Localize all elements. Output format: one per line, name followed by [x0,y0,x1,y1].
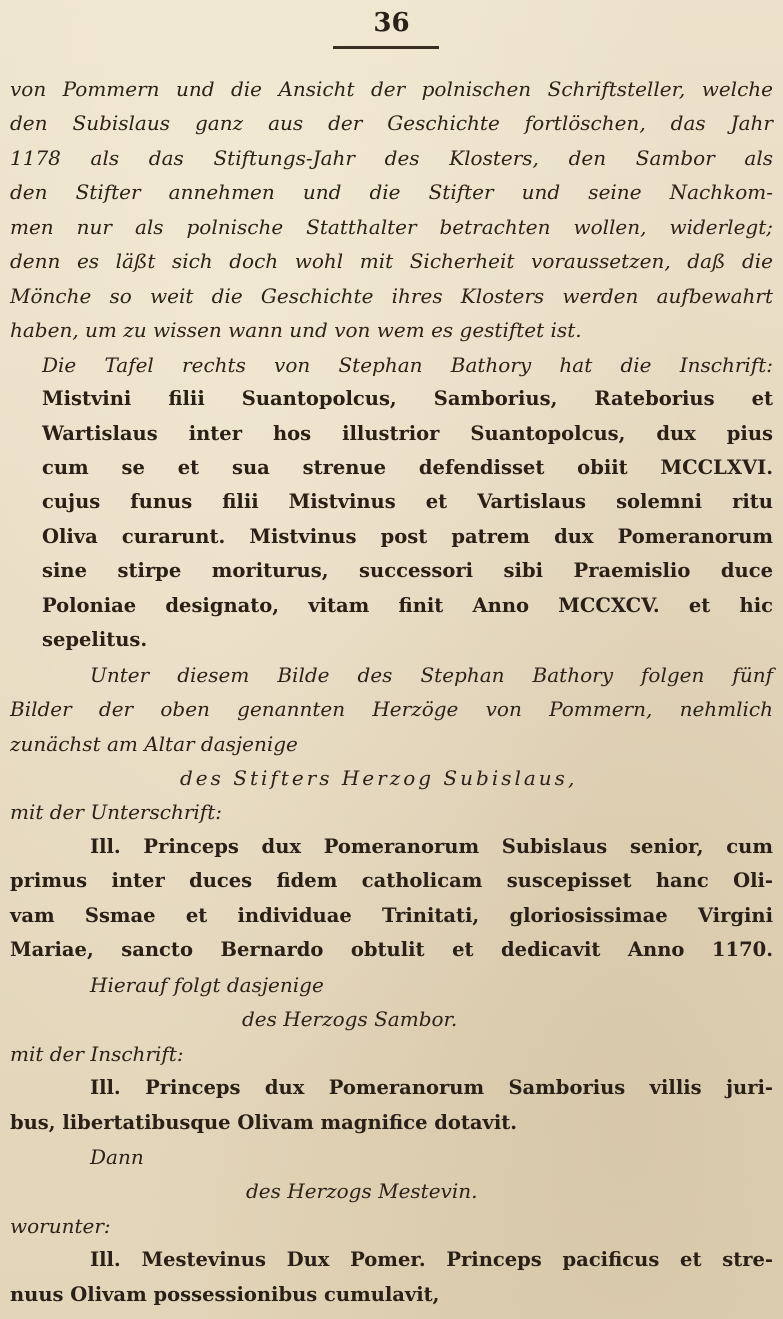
text-line: von Pommern und die Ansicht der polnischen Schriftsteller, welche [10,77,773,101]
text-line: men nur als polnische Statthalter betrachten wollen, widerlegt; [10,215,773,239]
latin-inscription-line: Mariae, sancto Bernardo obtulit et dedicavit Anno 1170. [10,938,773,961]
latin-inscription-line: Ill. Princeps dux Pomeranorum Samborius villis juri- [90,1076,773,1099]
text-line: Bilder der oben genannten Herzöge von Pommern, nehmlich [10,697,773,721]
latin-inscription-line: Wartislaus inter hos illustrior Suantopolcus, dux pius [42,422,773,445]
latin-inscription-line: Ill. Mestevinus Dux Pomer. Princeps pacificus et stre- [90,1248,773,1271]
page-number-rule [333,46,439,49]
latin-inscription-line: sine stirpe moriturus, successori sibi Praemislio duce [42,559,773,582]
text-line: Die Tafel rechts von Stephan Bathory hat die Inschrift: [42,353,773,377]
latin-inscription-line: primus inter duces fidem catholicam suscepisset hanc Oli- [10,869,773,892]
text-line: Mönche so weit die Geschichte ihres Klosters werden aufbewahrt [10,284,773,308]
latin-inscription-line: Poloniae designato, vitam finit Anno MCCXCV. et hic [42,594,773,617]
latin-inscription-line: cum se et sua strenue defendisset obiit MCCLXVI. [42,456,773,479]
text-line: den Stifter annehmen und die Stifter und seine Nachkom- [10,180,773,204]
latin-inscription-line: vam Ssmae et individuae Trinitati, gloriosissimae Virgini [10,904,773,927]
page-number: 36 [373,8,410,38]
latin-inscription-line: Oliva curarunt. Mistvinus post patrem dux Pomeranorum [42,525,773,548]
text-line: den Subislaus ganz aus der Geschichte fortlöschen, das Jahr [10,111,773,135]
text-line: des Herzogs Sambor. [242,1007,458,1031]
text-line: worunter: [10,1214,111,1238]
latin-inscription-line: Ill. Princeps dux Pomeranorum Subislaus senior, cum [90,835,773,858]
latin-inscription-line: Mistvini filii Suantopolcus, Samborius, Rateborius et [42,387,773,410]
text-line: mit der Unterschrift: [10,800,222,824]
text-line: denn es läßt sich doch wohl mit Sicherheit voraussetzen, daß die [10,249,773,273]
latin-inscription-line: nuus Olivam possessionibus cumulavit, [10,1283,440,1306]
text-line: haben, um zu wissen wann und von wem es gestiftet ist. [10,318,582,342]
text-line: Hierauf folgt dasjenige [90,973,324,997]
text-line: Dann [90,1145,144,1169]
text-line: zunächst am Altar dasjenige [10,732,298,756]
text-line: 1178 als das Stiftungs-Jahr des Klosters, den Sambor als [10,146,773,170]
text-line: mit der Inschrift: [10,1042,184,1066]
text-line: des Herzogs Mestevin. [246,1179,478,1203]
latin-inscription-line: cujus funus filii Mistvinus et Vartislaus solemni ritu [42,490,773,513]
text-line: Unter diesem Bilde des Stephan Bathory folgen fünf [90,663,773,687]
text-line: des Stifters Herzog Subislaus, [180,766,578,790]
latin-inscription-line: bus, libertatibusque Olivam magnifice dotavit. [10,1111,518,1134]
latin-inscription-line: sepelitus. [42,628,148,651]
